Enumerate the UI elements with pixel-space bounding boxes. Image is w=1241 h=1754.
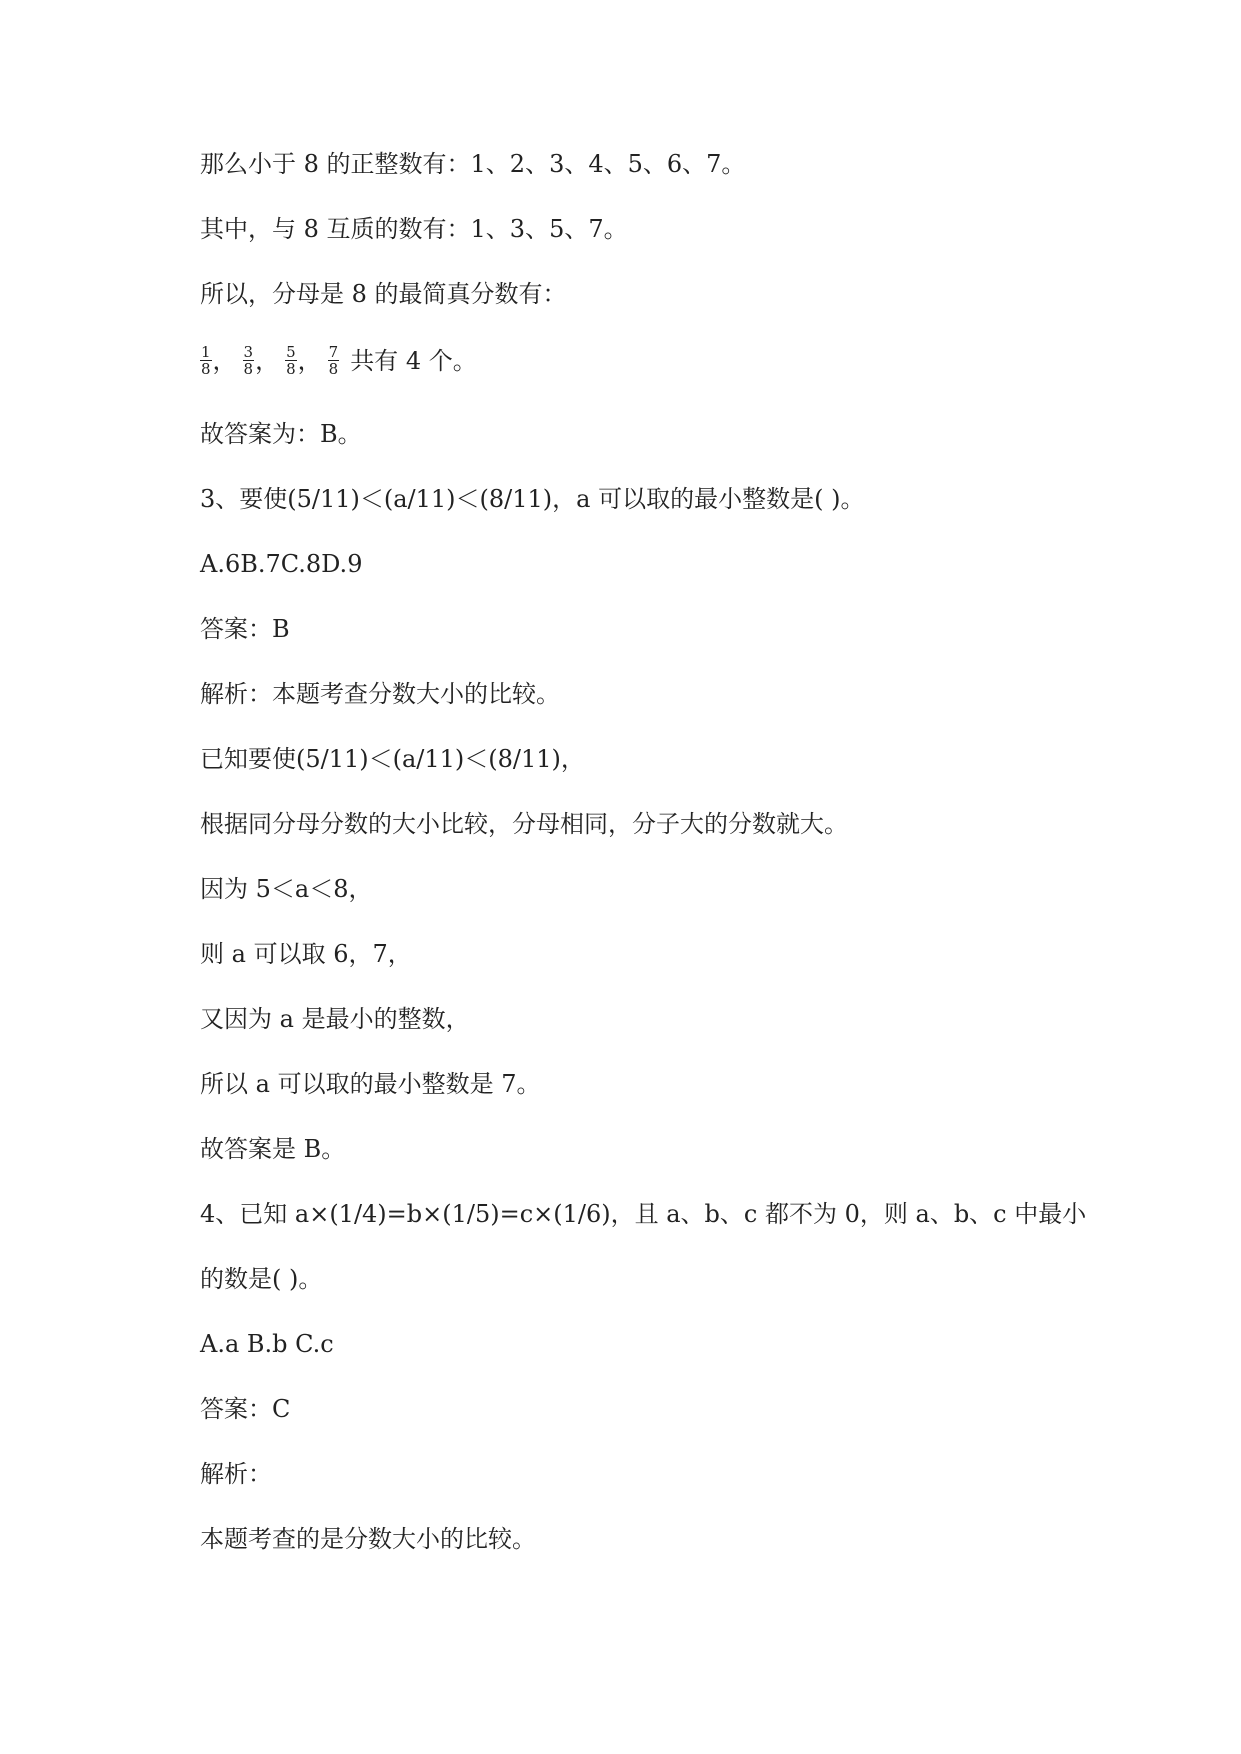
text-line: 所以，分母是 8 的最简真分数有： [200,280,567,308]
text-line: 故答案为：B。 [200,420,362,448]
text-line: 所以 a 可以取的最小整数是 7。 [200,1070,541,1098]
fraction-denominator: 8 [243,360,254,378]
text-line: 又因为 a 是最小的整数， [200,1005,470,1033]
fraction-separator: ， [255,346,280,375]
fraction-denominator: 8 [201,360,211,378]
fraction-numerator: 5 [286,343,296,361]
fraction-separator: ， [212,346,237,375]
fraction-numerator: 3 [243,343,254,361]
question-4-stem: 4、已知 a×(1/4)=b×(1/5)=c×(1/6)，且 a、b、c 都不为 0，则 a、b、c 中最小 [200,1200,1087,1228]
fraction [200,344,212,377]
text-line: 那么小于 8 的正整数有：1、2、3、4、5、6、7。 [200,150,746,178]
text-line: 根据同分母分数的大小比较，分母相同，分子大的分数就大。 [200,810,848,838]
fraction-list-line [200,344,477,377]
text-line: 本题考查的是分数大小的比较。 [200,1525,536,1553]
text-line: 其中，与 8 互质的数有：1、3、5、7。 [200,215,628,243]
fraction [328,344,340,377]
question-3-stem: 3、要使(5/11)＜(a/11)＜(8/11)，a 可以取的最小整数是( )。 [200,485,865,513]
fraction-denominator: 8 [286,360,296,378]
text-line: 已知要使(5/11)＜(a/11)＜(8/11)， [200,745,585,773]
question-3-options: A.6B.7C.8D.9 [200,550,363,578]
text-line: 则 a 可以取 6，7， [200,940,412,968]
fraction-count-text: 共有 4 个。 [350,346,477,375]
fraction-separator: ， [297,346,322,375]
question-4-options: A.a B.b C.c [200,1330,334,1358]
fraction-numerator: 7 [328,343,339,361]
fraction [243,344,255,377]
fraction-denominator: 8 [328,360,339,378]
fraction [285,344,297,377]
fraction-numerator: 1 [201,343,211,361]
question-4-answer: 答案：C [200,1395,291,1423]
text-line: 故答案是 B。 [200,1135,346,1163]
text-line: 解析：本题考查分数大小的比较。 [200,680,560,708]
text-line: 解析： [200,1460,272,1488]
question-4-stem-cont: 的数是( )。 [200,1265,323,1293]
question-3-answer: 答案：B [200,615,290,643]
text-line: 因为 5＜a＜8， [200,875,373,903]
